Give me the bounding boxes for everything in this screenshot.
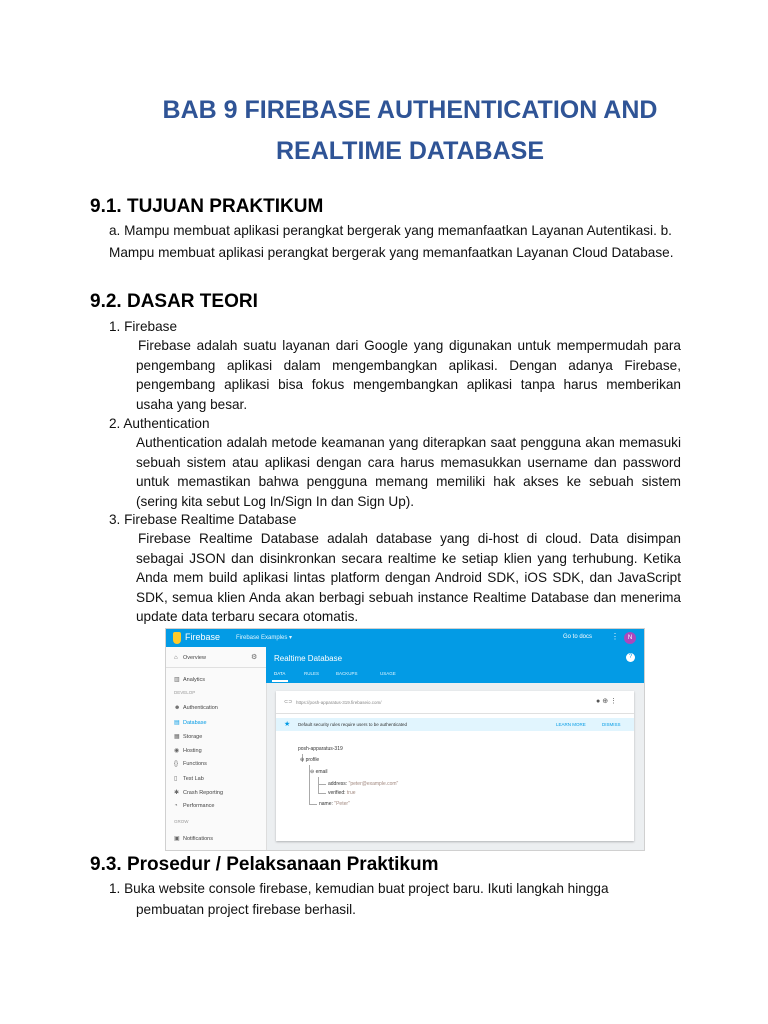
sidebar-item-overview[interactable] — [174, 655, 206, 661]
bar-chart-icon: ▥ — [174, 677, 180, 683]
more-icon[interactable]: ⋮ — [610, 698, 620, 705]
prosedur-item-1: 1. Buka website console firebase, kemudian buat project baru. Ikuti langkah hingga — [109, 881, 609, 896]
sidebar-item-database[interactable] — [174, 719, 207, 726]
message-icon: ▣ — [174, 836, 180, 842]
globe-icon: ◉ — [174, 748, 180, 754]
dismiss-button[interactable]: DISMISS — [602, 722, 621, 727]
collapse-icon[interactable]: ⊖ — [300, 757, 306, 763]
sidebar-item-label: Test Lab — [183, 776, 204, 782]
gear-icon[interactable]: ⚙ — [251, 654, 258, 661]
security-notice — [276, 718, 634, 731]
tree-key: profile — [305, 757, 320, 763]
item-authentication-text: Authentication adalah metode keamanan yang diterapkan saat pengguna akan memasuki sebuah sistem atau aplikasi dengan cara harus memasukkan username dan password untuk memastikan bahwa pengguna memang memiliki hak akses ke sebuah sistem (sering kita sebut Log In/Sign In dan Sign Up). — [136, 435, 681, 509]
sidebar-section-develop: DEVELOP — [174, 690, 196, 695]
sidebar-item-label: Database — [183, 720, 207, 726]
document-title — [90, 93, 730, 168]
project-selector[interactable]: Firebase Examples ▾ — [236, 635, 293, 641]
sidebar-item-storage[interactable] — [174, 733, 202, 740]
tree-node-email[interactable] — [310, 769, 328, 775]
prosedur-item-1-cont: pembuatan project firebase berhasil. — [136, 902, 356, 917]
item-firebase-text: Firebase adalah suatu layanan dari Google yang digunakan untuk mempermudah para pengembang aplikasi dalam mengembangkan aplikasi. Dengan adanya Firebase, pengembang aplikasi bisa fokus mengembangkan aplikasi tanpa harus memberikan usaha yang besar. — [136, 338, 681, 412]
tree-line — [318, 784, 326, 785]
tree-key: address: — [328, 781, 348, 787]
item-realtime-db-text: Firebase Realtime Database adalah database yang di-host di cloud. Data disimpan sebagai JSON dan disinkronkan secara realtime ke setiap klien yang terhubung. Ketika Anda mem build aplikasi lintas platform dengan Android SDK, iOS SDK, dan JavaScript SDK, semua klien Anda akan berbagi sebuah instance Realtime Database dan menerima update data terbaru secara otomatis. — [136, 531, 681, 624]
sidebar-item-analytics[interactable] — [174, 676, 205, 683]
tujuan-line-2: Mampu membuat aplikasi perangkat bergerak yang memanfaatkan Layanan Cloud Database. — [109, 245, 674, 260]
tree-key: name: — [319, 801, 333, 807]
tree-node-profile[interactable] — [300, 757, 319, 763]
active-tab-indicator — [272, 680, 288, 682]
tree-leaf-address[interactable] — [328, 781, 398, 787]
sidebar-item-crash-reporting[interactable] — [174, 789, 223, 796]
link-icon: ⊂⊃ — [284, 699, 293, 705]
section-heading-prosedur: 9.3. Prosedur / Pelaksanaan Praktikum — [90, 854, 439, 875]
card-actions — [596, 697, 619, 705]
sidebar-item-label: Hosting — [183, 748, 202, 754]
sidebar-item-label: Performance — [183, 803, 215, 809]
tree-line — [309, 775, 310, 804]
tree-line — [318, 777, 319, 793]
sidebar-item-label: Notifications — [183, 836, 213, 842]
tree-value: "peter@example.com" — [348, 781, 399, 787]
tree-key: email — [315, 769, 328, 775]
tab-data[interactable]: DATA — [274, 671, 286, 676]
sidebar-item-performance[interactable] — [174, 803, 215, 809]
storage-icon: ▦ — [174, 734, 180, 740]
tree-leaf-verified[interactable] — [328, 790, 356, 796]
firebase-console-screenshot — [165, 628, 645, 851]
tree-line — [318, 793, 326, 794]
sidebar-divider — [166, 667, 266, 668]
database-url[interactable]: https://posh-apparatus-319.firebaseio.com/ — [296, 700, 382, 705]
console-topbar — [166, 629, 644, 647]
sidebar-item-authentication[interactable] — [174, 705, 218, 711]
sidebar-item-hosting[interactable] — [174, 747, 202, 754]
database-header — [266, 647, 644, 683]
add-icon[interactable]: ⊕ — [602, 698, 611, 705]
go-to-docs-link[interactable]: Go to docs — [563, 634, 593, 640]
sidebar-item-label: Analytics — [183, 677, 206, 683]
sidebar-section-grow: GROW — [174, 819, 189, 824]
notice-text: Default security rules require users to be authenticated — [298, 722, 408, 727]
sidebar-item-label: Crash Reporting — [183, 790, 224, 796]
tree-leaf-name[interactable] — [319, 801, 350, 807]
tree-line — [309, 804, 317, 805]
sidebar-item-label: Functions — [183, 761, 207, 767]
avatar[interactable]: N — [624, 632, 636, 644]
item-firebase-label: 1. Firebase — [109, 319, 178, 334]
collapse-icon[interactable]: ⊖ — [310, 769, 316, 775]
phone-icon: ▯ — [174, 776, 178, 782]
tab-rules[interactable]: RULES — [304, 671, 320, 676]
database-icon: ▤ — [174, 720, 180, 726]
tree-value: "Peter" — [334, 801, 350, 807]
firebase-brand: Firebase — [185, 632, 221, 642]
section-heading-dasar-teori: 9.2. DASAR TEORI — [90, 291, 258, 312]
tab-backups[interactable]: BACKUPS — [336, 671, 358, 676]
title-line-2: REALTIME DATABASE — [275, 137, 545, 165]
sidebar-item-label: Overview — [183, 655, 206, 661]
firebase-flame-icon — [173, 632, 181, 644]
item-realtime-db-label: 3. Firebase Realtime Database — [109, 512, 297, 527]
bug-icon: ✱ — [174, 790, 180, 796]
sidebar-item-label: Authentication — [183, 705, 218, 711]
speed-icon: ◔ — [174, 803, 178, 809]
title-line-1: BAB 9 FIREBASE AUTHENTICATION AND — [162, 96, 658, 124]
apps-menu-icon[interactable]: ⋮ — [611, 632, 619, 641]
help-icon[interactable]: ? — [626, 653, 635, 662]
item-authentication-label: 2. Authentication — [109, 416, 210, 431]
section-heading-tujuan: 9.1. TUJUAN PRAKTIKUM — [90, 196, 324, 217]
tree-key: verified: — [328, 790, 346, 796]
console-sidebar — [166, 647, 267, 850]
tab-usage[interactable]: USAGE — [380, 671, 396, 676]
sidebar-item-notifications[interactable] — [174, 835, 213, 842]
page-title: Realtime Database — [274, 654, 343, 663]
sidebar-item-test-lab[interactable] — [174, 775, 204, 782]
sidebar-item-functions[interactable] — [174, 761, 207, 767]
functions-icon: {} — [174, 761, 179, 767]
users-icon: ☻ — [174, 705, 181, 711]
home-icon: ⌂ — [174, 655, 178, 661]
data-card — [276, 691, 634, 841]
tree-root[interactable]: posh-apparatus-319 — [298, 746, 343, 752]
remove-icon[interactable]: ● — [596, 698, 603, 705]
tree-value: true — [346, 790, 356, 796]
card-divider — [276, 713, 634, 714]
sidebar-item-label: Storage — [183, 734, 203, 740]
star-icon: ★ — [284, 721, 291, 728]
tujuan-line-1: a. Mampu membuat aplikasi perangkat bergerak yang memanfaatkan Layanan Autentikasi. b. — [109, 223, 672, 238]
learn-more-link[interactable]: LEARN MORE — [556, 722, 586, 727]
